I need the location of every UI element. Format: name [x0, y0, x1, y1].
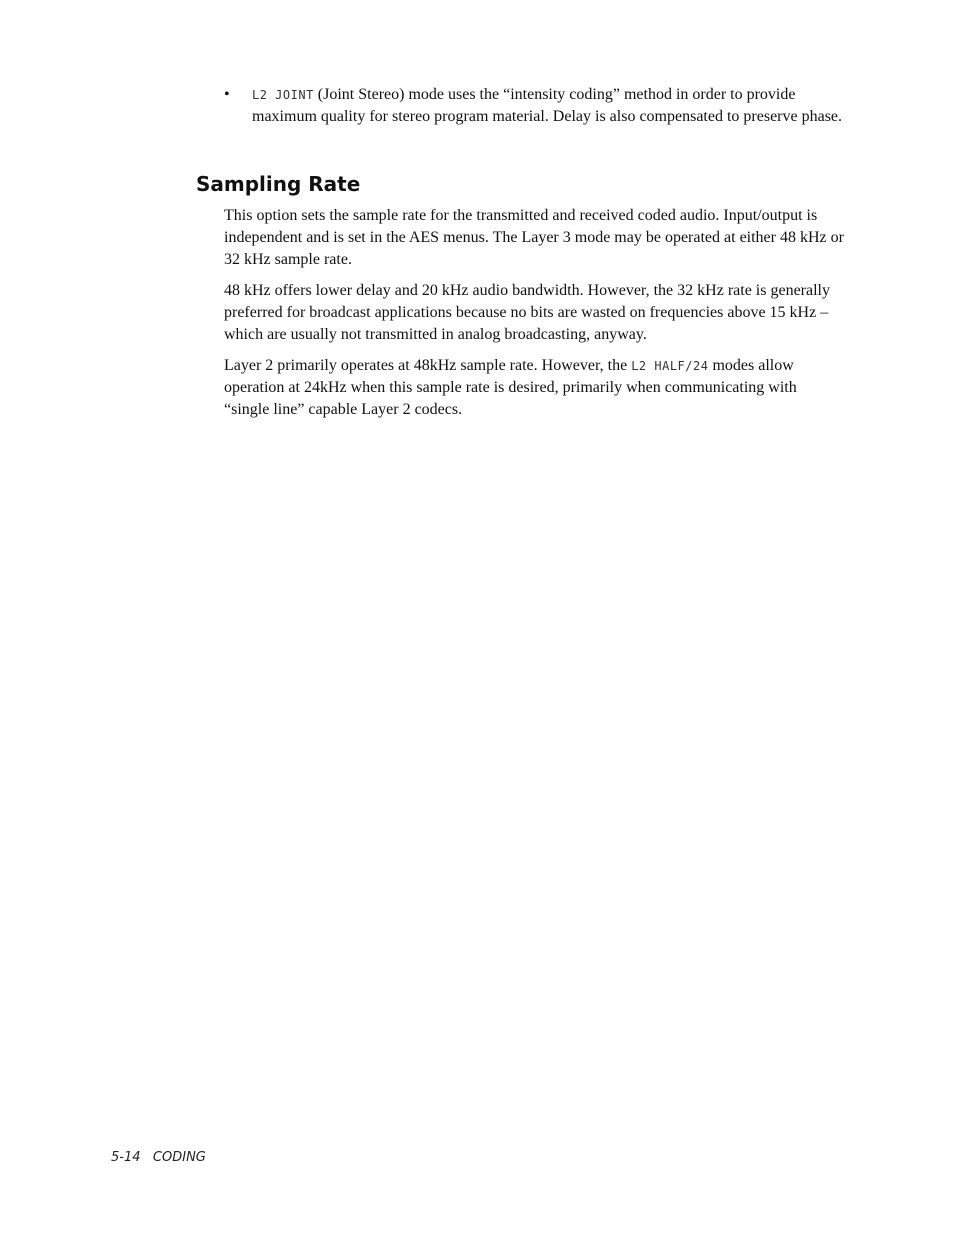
paragraph-1: This option sets the sample rate for the transmitted and received coded audio. Input/output is independent and is set in the AES menus. The Layer 3 mode may be operated at either 48 kHz or 32 kHz sample rate. [224, 207, 844, 268]
bullet-text [252, 84, 844, 128]
bullet-item-joint-stereo [224, 84, 844, 128]
section-body [224, 205, 844, 430]
chapter-name: CODING [152, 1150, 206, 1165]
lcd-code-l2-half-24: L2 HALF/24 [631, 359, 709, 373]
paragraph-3-end: modes allow operation at 24kHz when this sample rate is desired, primarily when communicating with “single line” capable Layer 2 codecs. [224, 357, 797, 418]
bullet-description: (Joint Stereo) mode uses the “intensity coding” method in order to provide maximum quality for stereo program material. Delay is also compensated to preserve phase. [252, 86, 843, 125]
section-heading: Sampling Rate [196, 172, 361, 196]
lcd-code-l2-joint: L2 JOINT [252, 88, 314, 102]
paragraph-3 [224, 355, 844, 421]
bullet-symbol: • [224, 86, 230, 103]
page-footer [111, 1150, 206, 1165]
page-number: 5-14 [111, 1150, 141, 1165]
paragraph-3-start: Layer 2 primarily operates at 48kHz sample rate. However, the [224, 357, 632, 374]
paragraph-2: 48 kHz offers lower delay and 20 kHz audio bandwidth. However, the 32 kHz rate is generally preferred for broadcast applications because no bits are wasted on frequencies above 15 kHz – which are usually not transmitted in analog broadcasting, anyway. [224, 282, 830, 343]
